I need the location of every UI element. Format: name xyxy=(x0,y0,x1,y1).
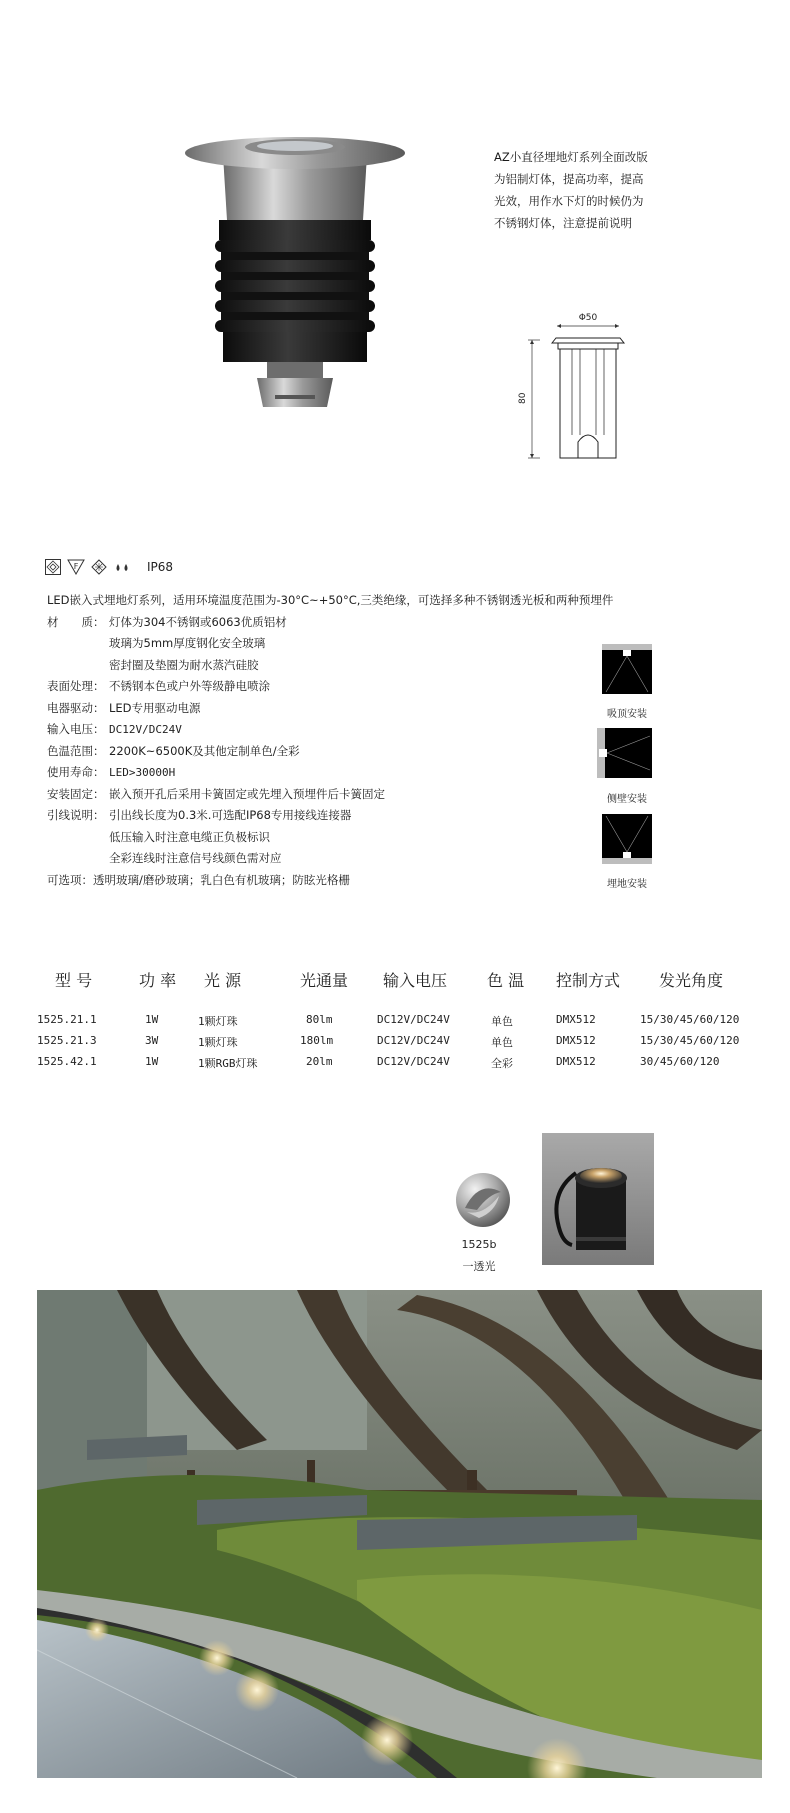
spec-label: 表面处理： xyxy=(47,679,105,693)
spec-value: 2200K~6500K及其他定制单色/全彩 xyxy=(109,743,300,758)
table-row xyxy=(0,1055,720,1075)
table-header: 光通量 xyxy=(300,971,349,990)
diameter-label: Φ50 xyxy=(578,313,598,323)
table-cell: 20lm xyxy=(306,1055,333,1068)
table-cell: DMX512 xyxy=(556,1055,596,1068)
table-row xyxy=(0,1013,740,1033)
ground-mount-label: 埋地安装 xyxy=(607,879,647,890)
table-cell: 1颗灯珠 xyxy=(198,1015,238,1028)
table-cell: 1W xyxy=(145,1055,159,1068)
spec-value: 玻璃为5mm厚度钢化安全玻璃 xyxy=(109,636,266,650)
table-header: 发光角度 xyxy=(659,971,724,990)
spec-value: DC12V/DC24V xyxy=(109,723,182,736)
table-cell: 30/45/60/120 xyxy=(640,1055,720,1068)
table-cell: DMX512 xyxy=(556,1034,596,1047)
table-header: 型 号 xyxy=(55,971,93,990)
garden-scene-photo xyxy=(37,1290,762,1778)
table-header: 控制方式 xyxy=(556,971,621,990)
spec-label: 安装固定： xyxy=(47,786,105,801)
ip-rating: IP68 xyxy=(147,560,174,574)
spec-value: 不锈钢本色或户外等级静电喷涂 xyxy=(109,679,270,693)
table-cell: 单色 xyxy=(491,1036,513,1049)
spec-value: 低压输入时注意电缆正负极标识 xyxy=(109,829,270,844)
table-cell: 1525.42.1 xyxy=(37,1055,97,1068)
variant-top-view xyxy=(455,1172,511,1228)
table-header: 功 率 xyxy=(139,971,177,990)
svg-text:F: F xyxy=(73,562,79,571)
intro-line: 不锈钢灯体，注意提前说明 xyxy=(494,216,632,230)
table-header: 光 源 xyxy=(204,971,242,990)
spec-label: 色温范围： xyxy=(47,743,105,758)
spec-value: 嵌入预开孔后采用卡簧固定或先埋入预埋件后卡簧固定 xyxy=(109,786,385,801)
table-cell: 1W xyxy=(145,1013,159,1026)
wall-mount-label: 侧壁安装 xyxy=(607,794,647,805)
spec-value: LED专用驱动电源 xyxy=(109,700,201,715)
spec-value: 全彩连线时注意信号线颜色需对应 xyxy=(109,851,282,865)
spec-label: 材 质： xyxy=(47,614,105,629)
intro-line: AZ小直径埋地灯系列全面改版 xyxy=(494,150,648,164)
spec-intro-text: LED嵌入式埋地灯系列，适用环境温度范围为-30°C~+50°C,三类绝缘，可选择多种不锈钢透光板和两种预埋件 xyxy=(47,593,614,607)
spec-label: 使用寿命： xyxy=(47,765,105,779)
table-cell: DC12V/DC24V xyxy=(377,1013,450,1026)
table-header: 色 温 xyxy=(487,971,525,990)
table-cell: 3W xyxy=(145,1034,159,1047)
spec-options-text: 可选项：透明玻璃/磨砂玻璃；乳白色有机玻璃；防眩光格栅 xyxy=(47,872,350,887)
spec-label: 输入电压： xyxy=(47,722,105,736)
intro-line: 光效，用作水下灯的时候仍为 xyxy=(494,194,644,208)
intro-line: 为铝制灯体，提高功率，提高 xyxy=(494,172,644,186)
table-cell: DC12V/DC24V xyxy=(377,1034,450,1047)
spec-value: 引出线长度为0.3米.可选配IP68专用接线连接器 xyxy=(109,808,352,822)
table-cell: DMX512 xyxy=(556,1013,596,1026)
table-cell: 1颗灯珠 xyxy=(198,1036,238,1049)
table-cell: 全彩 xyxy=(491,1057,513,1070)
table-row xyxy=(0,1034,740,1054)
variant-code: 1525b xyxy=(461,1238,497,1251)
table-cell: 180lm xyxy=(300,1034,334,1047)
spec-label: 电器驱动： xyxy=(47,700,105,715)
table-cell: 15/30/45/60/120 xyxy=(640,1034,740,1047)
spec-value: LED>30000H xyxy=(109,766,176,779)
table-header-row xyxy=(0,968,724,990)
table-header: 输入电压 xyxy=(383,971,448,990)
variant-name: 一透光 xyxy=(462,1260,496,1273)
spec-value: 密封圈及垫圈为耐水蒸汽硅胶 xyxy=(109,657,259,672)
table-cell: 1525.21.1 xyxy=(37,1013,97,1026)
table-cell: 80lm xyxy=(306,1013,333,1026)
height-label: 80 xyxy=(518,392,528,404)
table-cell: 1525.21.3 xyxy=(37,1034,97,1047)
illuminated-product-photo xyxy=(542,1133,654,1265)
ceiling-mount-label: 吸顶安装 xyxy=(607,709,647,720)
table-cell: 15/30/45/60/120 xyxy=(640,1013,740,1026)
spec-value: 灯体为304不锈钢或6063优质铝材 xyxy=(109,614,287,629)
spec-label: 引线说明： xyxy=(47,808,105,822)
table-cell: 1颗RGB灯珠 xyxy=(198,1057,258,1070)
table-cell: 单色 xyxy=(491,1015,513,1028)
table-cell: DC12V/DC24V xyxy=(377,1055,450,1068)
